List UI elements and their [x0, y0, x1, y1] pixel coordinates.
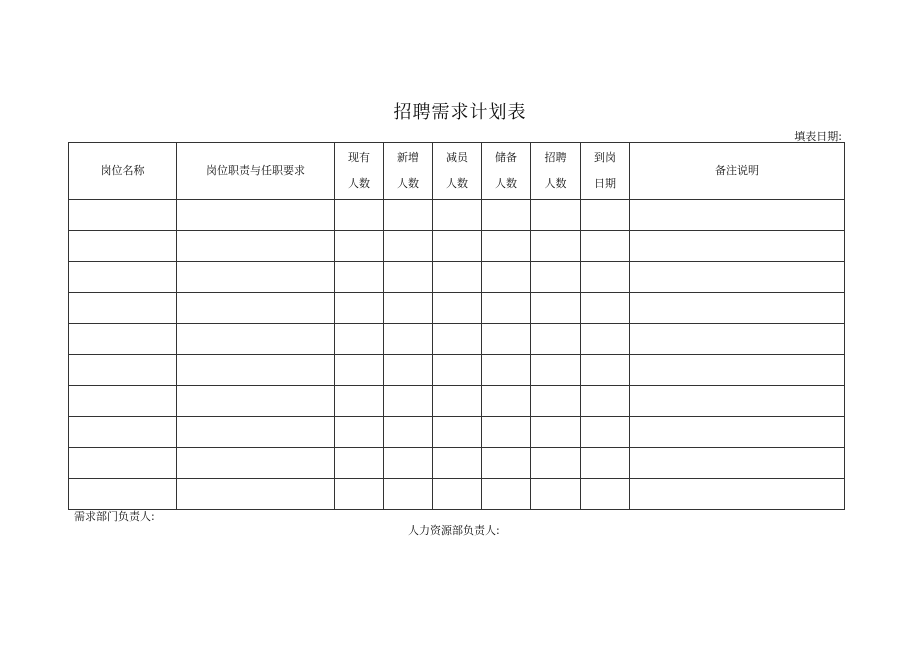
table-cell[interactable] [335, 355, 384, 386]
table-cell[interactable] [531, 417, 581, 448]
table-cell[interactable] [69, 231, 177, 262]
table-cell[interactable] [69, 262, 177, 293]
table-cell[interactable] [531, 448, 581, 479]
table-cell[interactable] [531, 479, 581, 510]
table-cell[interactable] [69, 386, 177, 417]
table-cell[interactable] [433, 448, 482, 479]
table-cell[interactable] [531, 262, 581, 293]
table-cell[interactable] [384, 479, 433, 510]
table-cell[interactable] [69, 417, 177, 448]
table-cell[interactable] [177, 417, 335, 448]
table-cell[interactable] [531, 200, 581, 231]
fill-date-label: 填表日期: [794, 130, 842, 143]
col-header-new-headcount: 新增 人数 [384, 143, 433, 200]
table-row [69, 479, 845, 510]
table-cell[interactable] [581, 479, 630, 510]
table-cell[interactable] [384, 231, 433, 262]
table-cell[interactable] [630, 448, 845, 479]
table-cell[interactable] [630, 324, 845, 355]
table-row [69, 324, 845, 355]
page-title: 招聘需求计划表 [393, 102, 527, 123]
table-cell[interactable] [482, 200, 531, 231]
table-cell[interactable] [433, 293, 482, 324]
table-cell[interactable] [531, 293, 581, 324]
table-cell[interactable] [433, 355, 482, 386]
table-cell[interactable] [384, 448, 433, 479]
table-cell[interactable] [433, 262, 482, 293]
table-cell[interactable] [177, 386, 335, 417]
table-cell[interactable] [177, 324, 335, 355]
header-row [69, 143, 845, 200]
col-header-recruit-headcount: 招聘 人数 [531, 143, 581, 200]
table-cell[interactable] [581, 293, 630, 324]
col-header-position-name: 岗位名称 [69, 143, 177, 200]
table-cell[interactable] [581, 386, 630, 417]
table-cell[interactable] [335, 324, 384, 355]
table-row [69, 386, 845, 417]
table-cell[interactable] [335, 479, 384, 510]
table-cell[interactable] [335, 417, 384, 448]
table-cell[interactable] [482, 448, 531, 479]
table-cell[interactable] [177, 448, 335, 479]
table-cell[interactable] [384, 324, 433, 355]
table-cell[interactable] [581, 355, 630, 386]
table-cell[interactable] [177, 355, 335, 386]
table-cell[interactable] [433, 417, 482, 448]
table-cell[interactable] [482, 324, 531, 355]
table-cell[interactable] [630, 231, 845, 262]
table-cell[interactable] [531, 231, 581, 262]
table-cell[interactable] [69, 293, 177, 324]
table-cell[interactable] [384, 417, 433, 448]
table-row [69, 231, 845, 262]
table-row [69, 293, 845, 324]
table-cell[interactable] [433, 231, 482, 262]
table-cell[interactable] [69, 479, 177, 510]
table-cell[interactable] [581, 448, 630, 479]
table-cell[interactable] [384, 293, 433, 324]
table-cell[interactable] [581, 262, 630, 293]
dept-head-signature-label: 需求部门负责人: [74, 510, 155, 523]
table-cell[interactable] [581, 324, 630, 355]
table-cell[interactable] [581, 200, 630, 231]
table-cell[interactable] [177, 200, 335, 231]
table-cell[interactable] [482, 417, 531, 448]
col-header-remarks: 备注说明 [630, 143, 845, 200]
table-row [69, 200, 845, 231]
table-cell[interactable] [335, 448, 384, 479]
table-cell[interactable] [630, 262, 845, 293]
table-cell[interactable] [482, 386, 531, 417]
table-cell[interactable] [335, 231, 384, 262]
table-cell[interactable] [482, 231, 531, 262]
col-header-reduced-headcount: 减员 人数 [433, 143, 482, 200]
table-cell[interactable] [630, 200, 845, 231]
table-cell[interactable] [482, 355, 531, 386]
table-cell[interactable] [384, 262, 433, 293]
table-cell[interactable] [384, 200, 433, 231]
table-cell[interactable] [177, 293, 335, 324]
table-cell[interactable] [531, 324, 581, 355]
table-cell[interactable] [335, 262, 384, 293]
table-cell[interactable] [531, 355, 581, 386]
table-row [69, 262, 845, 293]
table-cell[interactable] [433, 200, 482, 231]
table-cell[interactable] [433, 324, 482, 355]
table-cell[interactable] [69, 448, 177, 479]
table-cell[interactable] [581, 231, 630, 262]
table-cell[interactable] [335, 200, 384, 231]
table-cell[interactable] [384, 386, 433, 417]
table-cell[interactable] [177, 231, 335, 262]
table-cell[interactable] [482, 262, 531, 293]
hr-head-signature-label: 人力资源部负责人: [408, 524, 500, 537]
table-cell[interactable] [433, 386, 482, 417]
recruitment-plan-table [68, 142, 845, 510]
table-cell[interactable] [335, 386, 384, 417]
table-row [69, 355, 845, 386]
col-header-arrival-date: 到岗 日期 [581, 143, 630, 200]
table-cell[interactable] [630, 355, 845, 386]
table-cell[interactable] [630, 386, 845, 417]
table-cell[interactable] [177, 479, 335, 510]
table-cell[interactable] [482, 479, 531, 510]
table-cell[interactable] [630, 293, 845, 324]
table-cell[interactable] [581, 417, 630, 448]
col-header-duties-requirements: 岗位职责与任职要求 [177, 143, 335, 200]
table-cell[interactable] [384, 355, 433, 386]
table-cell[interactable] [531, 386, 581, 417]
col-header-reserve-headcount: 储备 人数 [482, 143, 531, 200]
table-cell[interactable] [69, 200, 177, 231]
table-cell[interactable] [69, 324, 177, 355]
table-cell[interactable] [69, 355, 177, 386]
table-cell[interactable] [482, 293, 531, 324]
table-cell[interactable] [177, 262, 335, 293]
table-cell[interactable] [433, 479, 482, 510]
table-cell[interactable] [630, 479, 845, 510]
table-cell[interactable] [630, 417, 845, 448]
table-row [69, 448, 845, 479]
col-header-current-headcount: 现有 人数 [335, 143, 384, 200]
table-row [69, 417, 845, 448]
table-cell[interactable] [335, 293, 384, 324]
